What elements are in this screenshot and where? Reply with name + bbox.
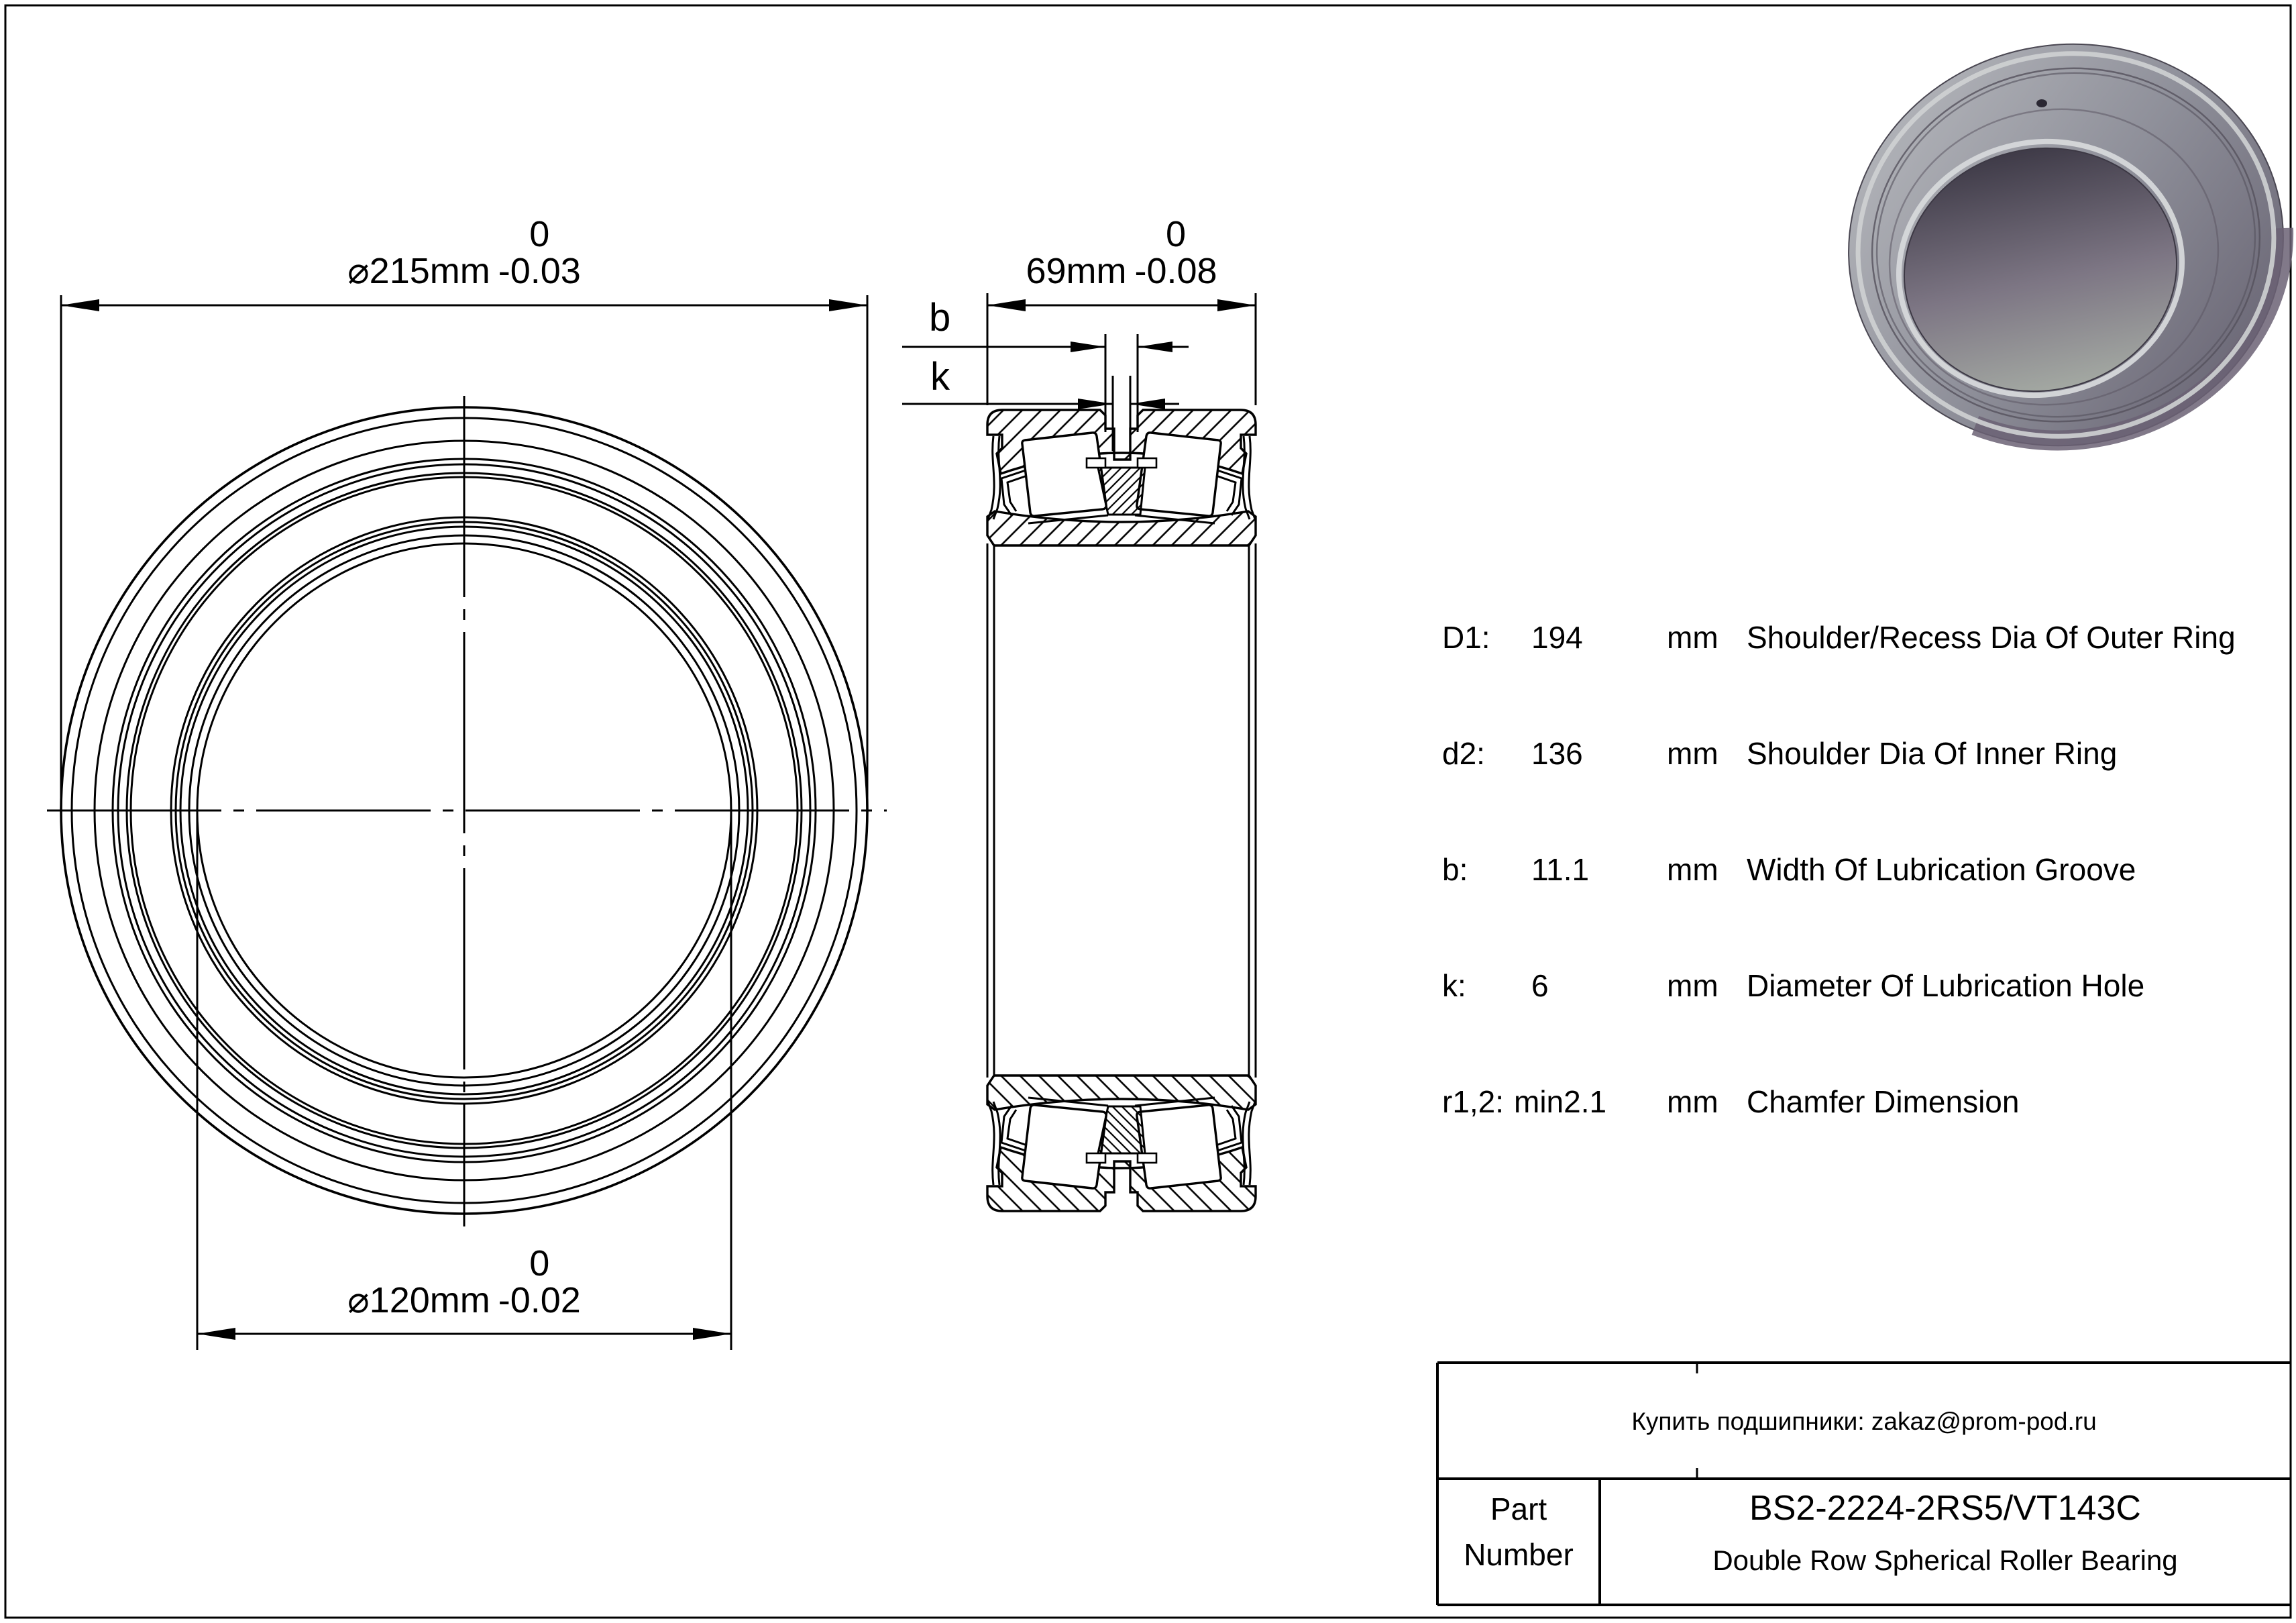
spec-param: D1: [1442, 620, 1490, 655]
spec-unit: mm [1667, 620, 1718, 655]
dim-bore-value: ⌀120mm [347, 1280, 490, 1321]
arrowhead-right [693, 1328, 731, 1340]
groove-width-label: b [929, 296, 951, 339]
tolerance-upper: 0 [529, 1243, 550, 1284]
dim-bore-tolerance [498, 1245, 581, 1319]
arrowhead-right [1217, 299, 1256, 311]
tolerance-lower: -0.08 [1134, 251, 1217, 292]
roller-right [1137, 433, 1221, 516]
dim-outer-tolerance [498, 216, 581, 290]
section-bottom-half [987, 1076, 1256, 1211]
part-number-label-line1: Part [1490, 1491, 1547, 1526]
spec-row-d1 [1442, 621, 2293, 655]
spec-unit: mm [1667, 968, 1718, 1003]
spec-param: d2: [1442, 736, 1485, 771]
arrowhead [1078, 399, 1113, 409]
spec-desc: Width Of Lubrication Groove [1747, 852, 2136, 887]
contact-line: Купить подшипники: zakaz@prom-pod.ru [1631, 1408, 2097, 1435]
section-top-half [987, 410, 1256, 545]
spec-row-d2 [1442, 737, 2293, 771]
spec-desc: Shoulder Dia Of Inner Ring [1747, 736, 2118, 771]
bearing-3d-render [1811, 4, 2296, 486]
section-bore-lines [987, 543, 1256, 1078]
part-number-value: BS2-2224-2RS5/VT143C [1749, 1489, 2141, 1528]
spec-unit: mm [1667, 736, 1718, 771]
arrowhead-left [987, 299, 1026, 311]
inner-ring-section [987, 511, 1256, 545]
arrowhead-left [61, 299, 99, 311]
arrowhead [1071, 342, 1105, 352]
spec-value: 136 [1531, 736, 1583, 771]
lubrication-hole-dot [2036, 99, 2047, 107]
spec-param: k: [1442, 968, 1466, 1003]
spec-row-r12 [1442, 1085, 2293, 1119]
cage-tab-right [1138, 458, 1156, 468]
spec-unit: mm [1667, 1084, 1718, 1119]
arrowhead-left [197, 1328, 235, 1340]
spec-value: min2.1 [1514, 1084, 1607, 1119]
tolerance-lower: -0.03 [498, 251, 581, 292]
arrowhead [1130, 399, 1165, 409]
part-description: Double Row Spherical Roller Bearing [1712, 1545, 2178, 1576]
tolerance-lower: -0.02 [498, 1280, 581, 1321]
spec-desc: Diameter Of Lubrication Hole [1747, 968, 2145, 1003]
dim-outer-value: ⌀215mm [347, 251, 490, 292]
dim-width-value: 69mm [1026, 251, 1127, 292]
dim-width-tolerance [1134, 216, 1217, 290]
dim-width [987, 293, 1256, 405]
roller-left [1022, 433, 1106, 516]
spec-desc: Chamfer Dimension [1747, 1084, 2020, 1119]
front-view [47, 396, 887, 1226]
spec-param: r1,2: [1442, 1084, 1505, 1119]
dim-outer-text [347, 216, 581, 290]
part-number-label-line2: Number [1464, 1537, 1574, 1572]
spec-unit: mm [1667, 852, 1718, 887]
spec-value: 194 [1531, 620, 1583, 655]
spec-desc: Shoulder/Recess Dia Of Outer Ring [1747, 620, 2236, 655]
spec-value: 6 [1531, 968, 1549, 1003]
arrowhead-right [829, 299, 867, 311]
arrowhead [1138, 342, 1172, 352]
tolerance-upper: 0 [529, 214, 550, 254]
spec-row-k [1442, 969, 2293, 1003]
hole-diameter-label: k [930, 355, 950, 399]
spec-row-b [1442, 853, 2293, 887]
cage-tab-left [1087, 458, 1105, 468]
spec-value: 11.1 [1531, 852, 1590, 887]
dim-width-text [1026, 216, 1217, 290]
spec-param: b: [1442, 852, 1468, 887]
tolerance-upper: 0 [1165, 214, 1187, 254]
dim-bore-text [347, 1245, 581, 1319]
